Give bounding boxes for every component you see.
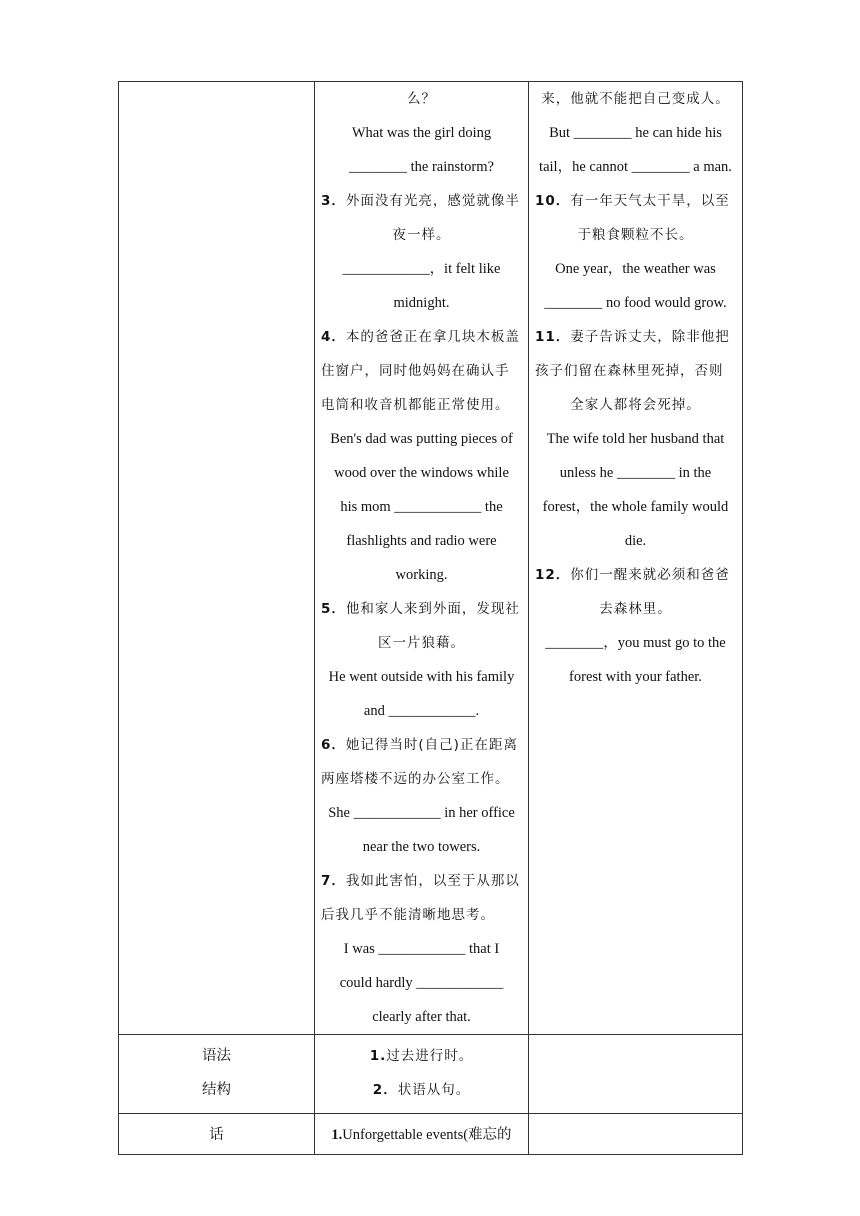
exercise-en-line: The wife told her husband that [546, 431, 725, 447]
exercise-number: 7 [321, 873, 332, 889]
topic-empty-cell [529, 1114, 743, 1155]
exercise-zh-line: 于粮食颗粒不长。 [577, 227, 694, 243]
grammar-item: 2．状语从句。 [372, 1082, 471, 1098]
exercise-en-line: and ____________. [363, 703, 480, 719]
exercise-number: 10 [535, 193, 556, 209]
exercise-number: 4 [321, 329, 332, 345]
exercise-zh-line: 么？ [407, 91, 436, 107]
translation-exercises-col3 [529, 82, 743, 1035]
exercise-7-zh: 7．我如此害怕，以至于从那以 [321, 873, 520, 889]
exercise-en-line: I was ____________ that I [343, 941, 500, 957]
exercise-zh-line: 夜一样。 [392, 227, 451, 243]
exercise-en-line: flashlights and radio were [346, 533, 497, 549]
exercise-en-line: his mom ____________ the [340, 499, 503, 515]
exercise-en-line: ____________，it felt like [342, 261, 501, 277]
row-header-line: 话 [209, 1127, 224, 1143]
topic-header-cell [119, 1114, 315, 1155]
exercise-zh-line: 去森林里。 [599, 601, 672, 617]
exercise-number: 6 [321, 737, 332, 753]
exercise-5-zh: 5．他和家人来到外面，发现社 [321, 601, 520, 617]
exercise-11-zh: 11．妻子告诉丈夫，除非他把 [535, 329, 730, 345]
exercise-row [119, 82, 743, 1035]
topic-item: 1.Unforgettable events(难忘的 [331, 1127, 512, 1143]
lesson-table [118, 81, 743, 1155]
exercise-en-line: tail，he cannot ________ a man. [539, 159, 732, 175]
grammar-header-cell [119, 1035, 315, 1114]
translation-exercises-col2 [315, 82, 529, 1035]
exercise-zh-line: 后我几乎不能清晰地思考。 [321, 907, 495, 923]
exercise-en-line: wood over the windows while [334, 465, 509, 481]
exercise-zh-line: 孩子们留在森林里死掉，否则 [535, 363, 724, 379]
exercise-en-line: Ben's dad was putting pieces of [330, 431, 513, 447]
exercise-en-line: midnight. [393, 295, 450, 311]
exercise-zh-line: 电筒和收音机都能正常使用。 [321, 397, 510, 413]
row-header-line: 结构 [202, 1082, 231, 1098]
exercise-en-line: She ____________ in her office [328, 805, 515, 821]
exercise-zh-line: 两座塔楼不远的办公室工作。 [321, 771, 510, 787]
exercise-zh-line: 来，他就不能把自己变成人。 [541, 91, 730, 107]
grammar-row [119, 1035, 743, 1114]
grammar-empty-cell [529, 1035, 743, 1114]
exercise-en-line: near the two towers. [362, 839, 481, 855]
exercise-3-zh: 3．外面没有光亮，感觉就像半 [321, 193, 520, 209]
exercise-zh-line: 全家人都将会死掉。 [570, 397, 701, 413]
row-header-line: 语法 [202, 1048, 231, 1064]
exercise-en-line: working. [395, 567, 448, 583]
exercise-en-line: ________，you must go to the [545, 635, 726, 651]
exercise-en-line: unless he ________ in the [559, 465, 712, 481]
topic-content-cell [315, 1114, 529, 1155]
exercise-6-zh: 6．她记得当时(自己)正在距离 [321, 737, 518, 753]
exercise-en-line: forest，the whole family would [542, 499, 729, 515]
exercise-number: 3 [321, 193, 332, 209]
empty-header-cell [119, 82, 315, 1035]
grammar-item: 1.过去进行时。 [369, 1048, 474, 1064]
exercise-number: 11 [535, 329, 556, 345]
exercise-10-zh: 10．有一年天气太干旱，以至 [535, 193, 730, 209]
exercise-4-zh: 4．本的爸爸正在拿几块木板盖 [321, 329, 520, 345]
exercise-number: 12 [535, 567, 556, 583]
exercise-en-line: But ________ he can hide his [549, 125, 722, 141]
topic-row [119, 1114, 743, 1155]
exercise-en-line: What was the girl doing [351, 125, 492, 141]
exercise-en-line: ________ the rainstorm? [349, 159, 494, 175]
exercise-number: 5 [321, 601, 332, 617]
exercise-en-line: One year，the weather was [555, 261, 716, 277]
exercise-en-line: He went outside with his family [328, 669, 515, 685]
exercise-zh-line: 住窗户，同时他妈妈在确认手 [321, 363, 510, 379]
exercise-en-line: clearly after that. [372, 1009, 471, 1025]
grammar-content-cell [315, 1035, 529, 1114]
exercise-en-line: forest with your father. [569, 669, 702, 685]
exercise-12-zh: 12．你们一醒来就必须和爸爸 [535, 567, 730, 583]
exercise-zh-line: 区一片狼藉。 [378, 635, 465, 651]
exercise-en-line: ________ no food would grow. [544, 295, 727, 311]
exercise-en-line: could hardly ____________ [339, 975, 504, 991]
exercise-en-line: die. [624, 533, 647, 549]
